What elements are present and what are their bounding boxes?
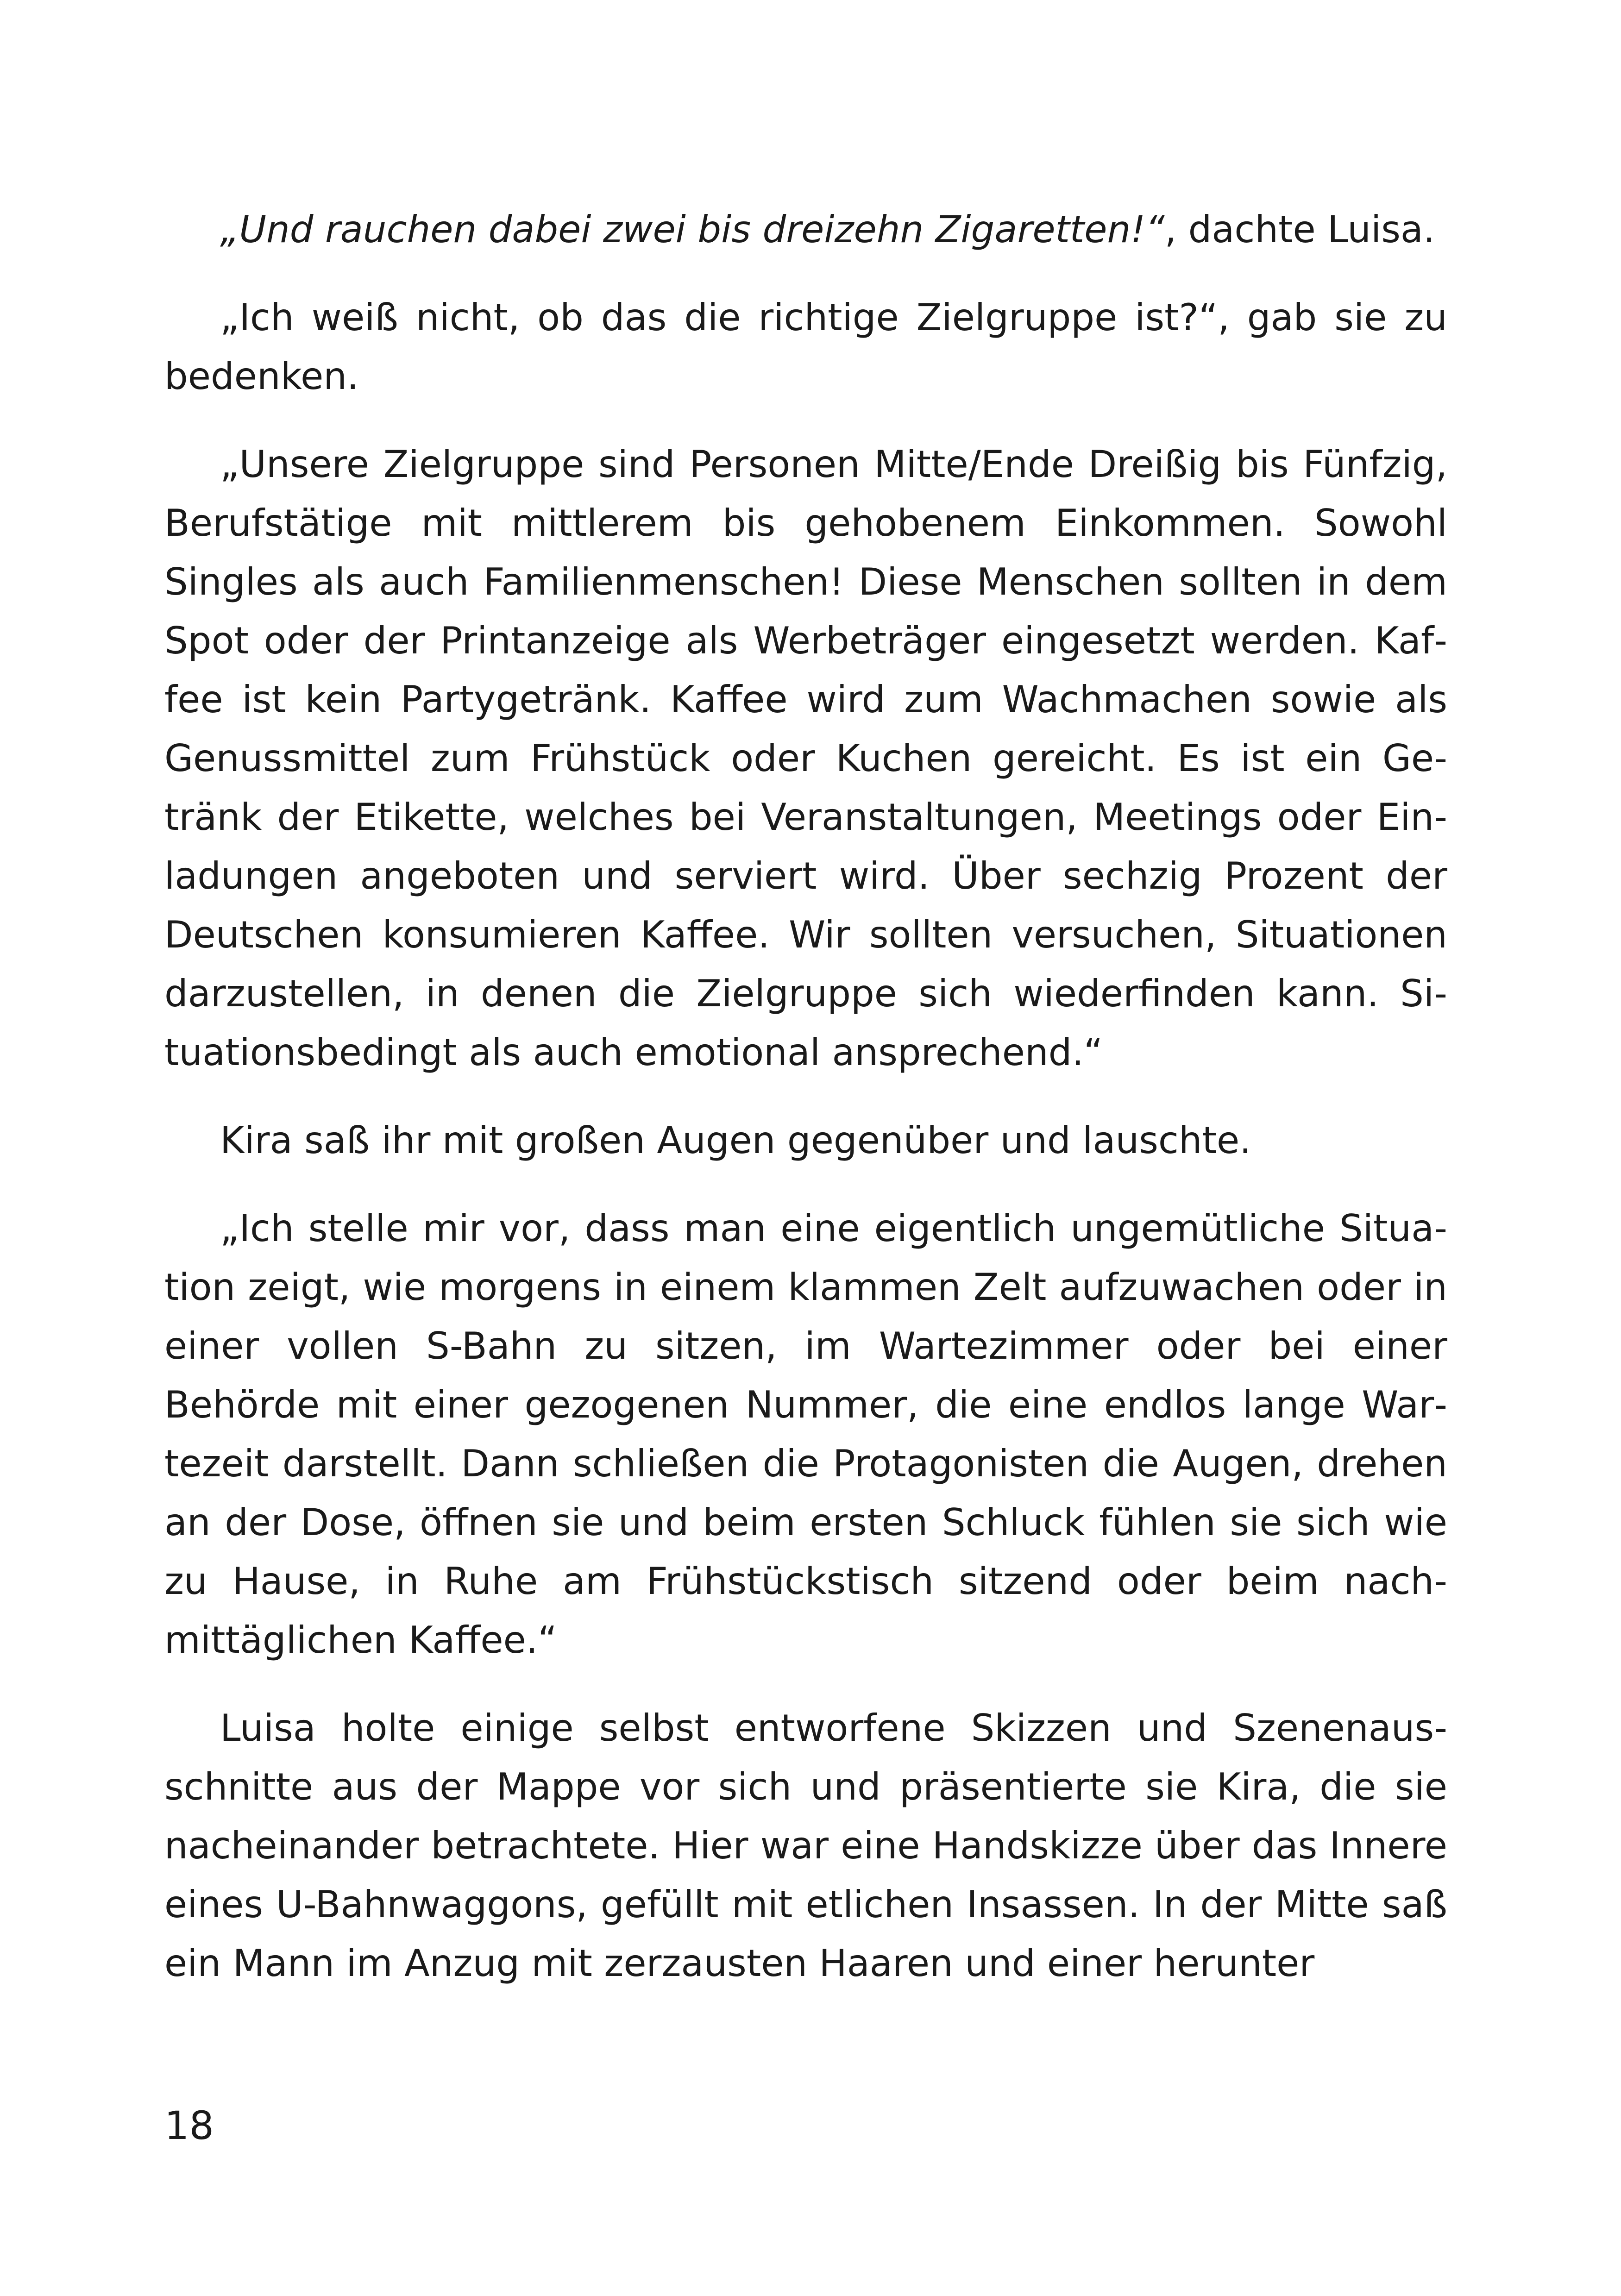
paragraph-1-rest: , dachte Luisa.: [1164, 208, 1435, 251]
paragraph-5: „Ich stelle mir vor, dass man eine eigentlich ungemütliche Situation zeigt, wie morgens in einem klammen Zelt aufzuwachen oder in einer vollen S-Bahn zu sitzen, im Wartezimmer oder bei einer Behörde mit einer gezogenen Nummer, die eine endlos lange Wartezeit darstellt. Dann schließen die Protagonisten die Augen, drehen an der Dose, öffnen sie und beim ersten Schluck fühlen sie sich wie zu Hause, in Ruhe am Frühstückstisch sitzend oder beim nachmittäglichen Kaffee.“: [164, 1207, 1447, 1662]
page-number: 18: [164, 2103, 214, 2148]
paragraph-1-italic-quote: „Und rauchen dabei zwei bis dreizehn Zigaretten!“: [220, 208, 1165, 251]
body-text: [164, 200, 1447, 2022]
paragraph-3: „Unsere Zielgruppe sind Personen Mitte/Ende Dreißig bis Fünfzig, Berufstätige mit mittlerem bis gehobenem Einkommen. Sowohl Singles als auch Familienmenschen! Diese Menschen sollten in dem Spot oder der Printanzeige als Werbeträger eingesetzt werden. Kaffee ist kein Partygetränk. Kaffee wird zum Wachmachen sowie als Genussmittel zum Frühstück oder Kuchen gereicht. Es ist ein Getränk der Etikette, welches bei Veranstaltungen, Meetings oder Einladungen angeboten und serviert wird. Über sechzig Prozent der Deutschen konsumieren Kaffee. Wir sollten versuchen, Situationen darzustellen, in denen die Zielgruppe sich wiederfinden kann. Situationsbedingt als auch emotional ansprechend.“: [164, 443, 1447, 1074]
paragraph-1: [164, 200, 1447, 259]
paragraph-6: Luisa holte einige selbst entworfene Skizzen und Szenenausschnitte aus der Mappe vor sich und präsentierte sie Kira, die sie nacheinander betrachtete. Hier war eine Handskizze über das Innere eines U-Bahnwaggons, gefüllt mit etlichen Insassen. In der Mitte saß ein Mann im Anzug mit zerzausten Haaren und einer herunter: [164, 1706, 1447, 1985]
paragraph-2: „Ich weiß nicht, ob das die richtige Zielgruppe ist?“, gab sie zu bedenken.: [164, 296, 1447, 398]
paragraph-4: Kira saß ihr mit großen Augen gegenüber und lauschte.: [220, 1119, 1251, 1162]
